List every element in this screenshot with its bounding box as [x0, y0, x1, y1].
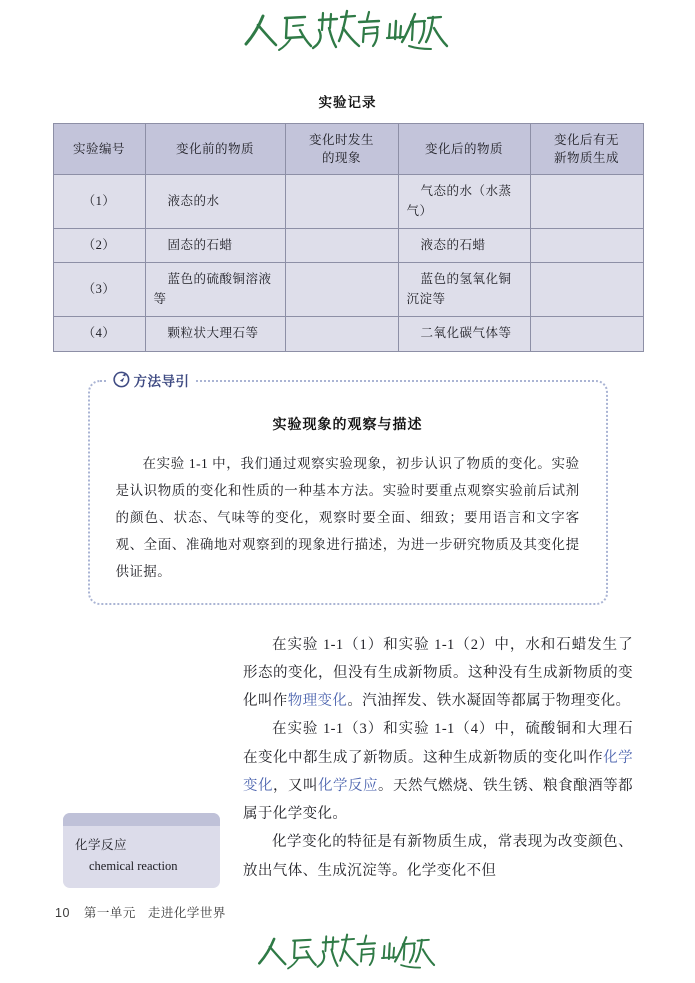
glossary-term-chinese: 化学反应 [75, 837, 128, 852]
paragraph-2-part-2: ，又叫 [273, 777, 319, 794]
cell-experiment-no: （1） [53, 175, 145, 229]
cell-phenomenon[interactable] [285, 175, 398, 229]
cell-after: 液态的石蜡 [398, 229, 530, 263]
cell-before: 蓝色的硫酸铜溶液等 [145, 263, 285, 317]
glossary-term-box [63, 813, 220, 889]
cell-before: 液态的水 [145, 175, 285, 229]
calligraphy-logo-icon [243, 8, 453, 54]
body-paragraph-2 [243, 715, 633, 828]
table-row [53, 263, 643, 317]
header-line: 新物质生成 [553, 151, 619, 166]
cell-after: 二氧化碳气体等 [398, 317, 530, 351]
glossary-top-band [63, 813, 220, 826]
paragraph-1-part-2: 。汽油挥发、铁水凝固等都属于物理变化。 [347, 693, 631, 710]
header-cell-no [53, 124, 145, 175]
method-guide-label: 方法导引 [133, 373, 190, 389]
table-row [53, 317, 643, 351]
body-paragraph-3: 化学变化的特征是有新物质生成，常表现为改变颜色、放出气体、生成沉淀等。化学变化不但 [243, 834, 633, 879]
cell-experiment-no: （3） [53, 263, 145, 317]
keyword-chemical-reaction: 化学反应 [318, 777, 379, 794]
page-footer [55, 903, 226, 921]
header-cell-new-substance [530, 124, 643, 175]
body-text-column [243, 631, 633, 885]
header-line: 变化时发生 [308, 133, 374, 147]
cell-phenomenon[interactable] [285, 263, 398, 317]
calligraphy-logo-icon [243, 932, 453, 972]
method-guide-paragraph: 在实验 1-1 中，我们通过观察实验现象，初步认识了物质的变化。实验是认识物质的变化和性质的一种基本方法。实验时要重点观察实验前后试剂的颜色、状态、气味等的变化，观察时要全面、细致；要用语言和文字客观、全面、准确地对观察到的现象进行描述，为进一步研究物质及其变化提供证据。 [115, 455, 580, 579]
paragraph-2-part-1: 在实验 1-1（3）和实验 1-1（4）中，硫酸铜和大理石在变化中都生成了新物质。这种生成新物质的变化叫作 [243, 721, 633, 766]
body-paragraph-1 [243, 631, 633, 716]
publisher-logo-bottom [0, 932, 695, 977]
method-guide-badge [108, 370, 194, 390]
compass-arrow-icon [112, 370, 131, 389]
cell-new-substance[interactable] [530, 175, 643, 229]
cell-new-substance[interactable] [530, 317, 643, 351]
glossary-body [63, 826, 220, 889]
cell-before: 颗粒状大理石等 [145, 317, 285, 351]
method-guide-box [88, 373, 608, 605]
cell-new-substance[interactable] [530, 229, 643, 263]
table-header-row [53, 124, 643, 175]
header-line: 实验编号 [72, 142, 125, 157]
cell-experiment-no: （4） [53, 317, 145, 351]
cell-experiment-no: （2） [53, 229, 145, 263]
header-cell-before [145, 124, 285, 175]
cell-phenomenon[interactable] [285, 317, 398, 351]
table-body [53, 175, 643, 351]
header-cell-phenomenon [285, 124, 398, 175]
header-line: 的现象 [321, 151, 361, 166]
glossary-term-english: chemical reaction [89, 859, 178, 874]
keyword-chemical-change: 化学变化 [243, 749, 633, 794]
cell-after: 气态的水（水蒸气） [398, 175, 530, 229]
header-line: 变化前的物质 [175, 142, 254, 157]
header-cell-after [398, 124, 530, 175]
page-number: 10 [55, 906, 70, 920]
footer-unit-info [84, 903, 226, 921]
header-line: 变化后的物质 [424, 142, 503, 157]
experiment-table-container [53, 123, 643, 352]
keyword-physical-change: 物理变化 [287, 693, 348, 710]
experiment-record-table [53, 123, 644, 352]
paragraph-1-part-1: 在实验 1-1（1）和实验 1-1（2）中，水和石蜡发生了形态的变化，但没有生成新物质。这种没有生成新物质的变化叫作 [243, 636, 633, 710]
header-line: 变化后有无 [553, 133, 619, 147]
table-header [53, 124, 643, 175]
table-row [53, 175, 643, 229]
cell-after: 蓝色的氢氧化铜沉淀等 [398, 263, 530, 317]
paragraph-2-part-3: 。天然气燃烧、铁生锈、粮食酿酒等都属于化学变化。 [243, 777, 633, 823]
table-title: 实验记录 [318, 95, 377, 110]
cell-before: 固态的石蜡 [145, 229, 285, 263]
publisher-logo-top [0, 0, 695, 59]
footer-unit-title: 走进化学世界 [147, 906, 226, 920]
cell-new-substance[interactable] [530, 263, 643, 317]
cell-phenomenon[interactable] [285, 229, 398, 263]
table-row [53, 229, 643, 263]
footer-unit-number: 第一单元 [83, 906, 136, 920]
method-guide-title: 实验现象的观察与描述 [272, 415, 423, 432]
lower-content-zone [0, 631, 695, 931]
